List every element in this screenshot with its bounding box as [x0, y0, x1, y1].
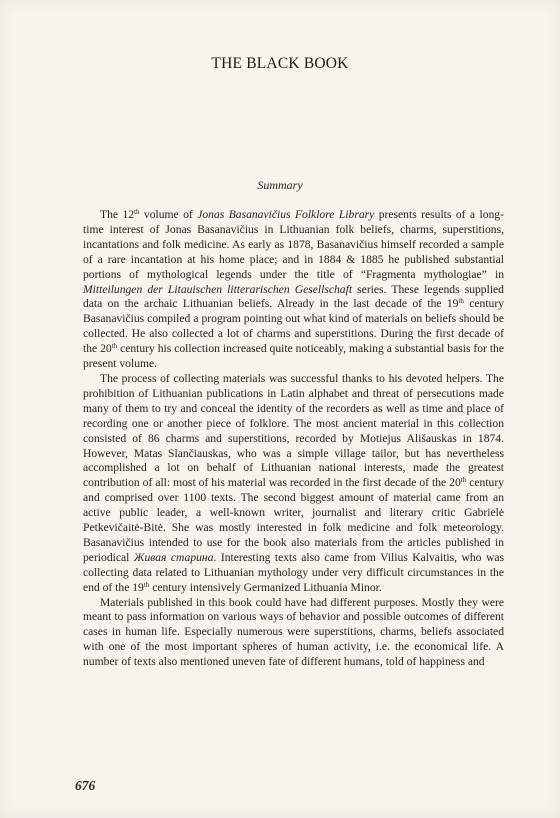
superscript: th: [458, 297, 464, 306]
text-run: century and comprised over 1100 texts. The second biggest amount of material came from an active public leader, a well-known writer, journalist and literary critic Gabrielė Petkevičaitė-Bitė. She was mostly interested in folk medicine and folk meteorology. Basanavičius intended to use for the book also materials from the articles published in periodical: [83, 476, 504, 564]
text-run: presents results of a long-time interest of Jonas Basanavičius in Lithuanian folk beliefs, charms, superstitions, incantations and folk medicine. As early as 1878, Basanavičius himself recorded a sample of a rare incantation at his home place; and in 1884 & 1885 he published substantial portions of mythological legends under the title of “Fragmenta mythologiae” in: [83, 208, 504, 281]
text-run: The 12: [100, 208, 135, 221]
text-run: The process of collecting materials was successful thanks to his devoted helpers. The prohibition of Lithuanian publications in Latin alphabet and threat of persecutions made many of them to try and conceal the identity of the recorders as well as time and place of recording one or another piece of folklore. The most ancient material in this collection consisted of 86 charms and superstitions, recorded by Motiejus Ališauskas in 1874. However, Matas Slančiauskas, who was a simple village tailor, but has nevertheless accomplished a lot on behalf of Lithuanian national interests, made the greatest contribution of all: most of his material was recorded in the first decade of the 20: [83, 371, 504, 490]
text-run: . Interesting texts also came from Vilius Kalvaitis, who was collecting data related to Lithuanian mythology under very difficult circumstances in the end of the 19: [83, 550, 504, 594]
section-title: Summary: [257, 178, 303, 192]
superscript: th: [460, 476, 467, 485]
text-run: century his collection increased quite noticeably, making a substantial basis for the present volume.: [83, 342, 504, 371]
paragraph: [83, 596, 504, 671]
paragraph: [83, 208, 504, 372]
body-text: [83, 208, 504, 670]
paragraph: [83, 372, 504, 596]
italic-run: Mitteilungen der Litauischen litterarischen Gesellschaft: [83, 282, 353, 296]
text-run: volume of: [139, 208, 198, 221]
page-number: 676: [75, 778, 96, 793]
text-run: century intensively Germanized Lithuania Minor.: [149, 580, 382, 594]
text-run: series. These legends supplied data on the archaic Lithuanian beliefs. Already in the last decade of the 19: [83, 282, 504, 311]
superscript: th: [143, 580, 150, 589]
text-run: Materials published in this book could have had different purposes. Mostly they were meant to pass information on various ways of behavior and possible outcomes of different cases in human life. Especially numerous were superstitions, charms, beliefs associated with one of the most important spheres of human activity, i.e. the economical life. A number of texts also mentioned uneven fate of different humans, told of happiness and: [83, 595, 504, 669]
text-run: century Basanavičius compiled a program pointing out what kind of materials on beliefs should be collected. He also collected a lot of charms and superstitions. During the first decade of the 20: [83, 297, 505, 356]
superscript: th: [111, 342, 118, 351]
italic-run: Jonas Basanavičius Folklore Library: [197, 208, 375, 221]
italic-run: Живая старина: [133, 550, 214, 564]
running-head: THE BLACK BOOK: [211, 55, 349, 72]
superscript: th: [134, 208, 140, 216]
